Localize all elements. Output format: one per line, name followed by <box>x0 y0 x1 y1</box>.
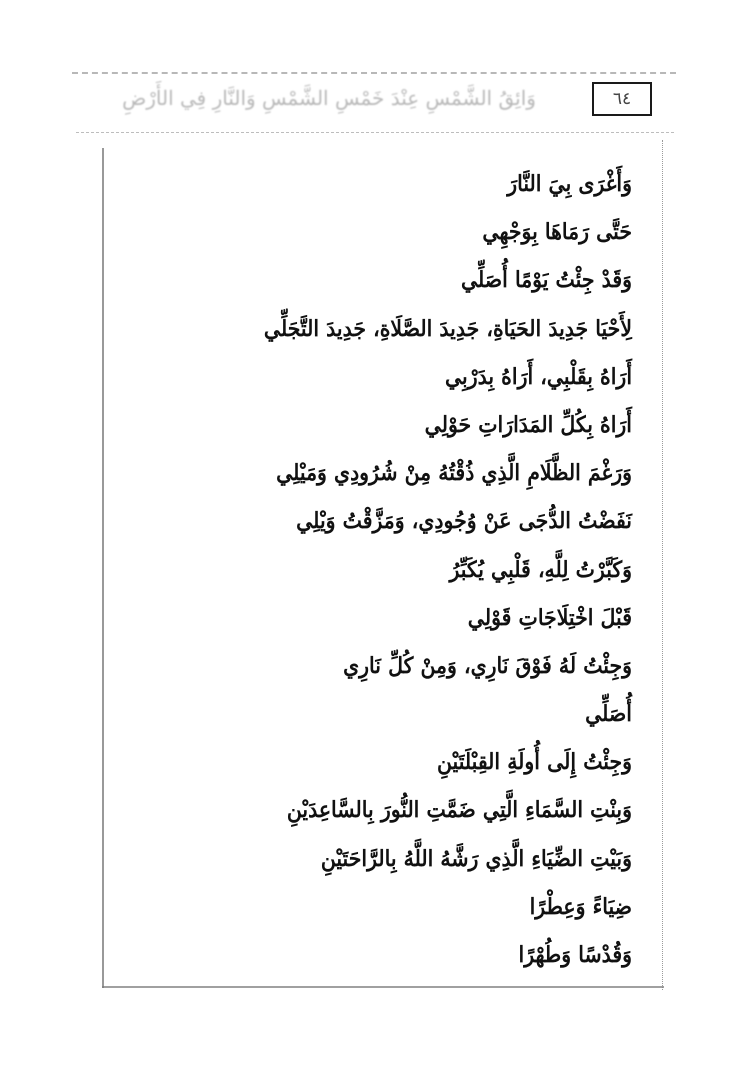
top-border <box>72 72 676 74</box>
verse-line: أَرَاهُ بِكُلِّ المَدَارَاتِ حَوْلِي <box>424 411 632 438</box>
verse-line: حَتَّى رَمَاهَا بِوَجْهِي <box>482 219 632 246</box>
verse-line: وَأَغْرَى بِيَ النَّارَ <box>507 171 632 197</box>
running-title: وَائِقُ الشَّمْسِ عِنْدَ خَمْسِ الشَّمْسِ وَالنَّارِ فِي الأَرْضِ <box>122 86 536 110</box>
verse-line: قَبْلَ اخْتِلَاجَاتِ قَوْلِي <box>467 604 632 631</box>
verse-line: أُصَلِّي <box>585 701 632 728</box>
verse-line: وَرَغْمَ الظَّلَامِ الَّذِي ذُقْتُهُ مِنْ شُرُودِي وَمَيْلِي <box>276 460 632 487</box>
poem-body <box>100 160 632 979</box>
verse-line: وَبَيْتِ الضِّيَاءِ الَّذِي رَشَّهُ اللَّهُ بِالرَّاحَتَيْنِ <box>320 845 632 872</box>
verse-line: أَرَاهُ بِقَلْبِي، أَرَاهُ بِدَرْبِي <box>444 363 632 390</box>
page-number: ٦٤ <box>612 89 632 109</box>
page-number-box <box>592 82 652 116</box>
header-rule <box>76 132 674 133</box>
verse-line: وَقَدْ جِئْتُ يَوْمًا أُصَلِّي <box>460 267 632 294</box>
right-page-edge <box>662 140 663 990</box>
verse-line: وَكَبَّرْتُ لِلَّهِ، قَلْبِي يُكَبِّرُ <box>449 556 632 583</box>
verse-line: وَبِنْتِ السَّمَاءِ الَّتِي ضَمَّتِ النُّورَ بِالسَّاعِدَيْنِ <box>286 797 632 824</box>
verse-line: نَفَضْتُ الدُّجَى عَنْ وُجُودِي، وَمَزَّقْتُ وَيْلِي <box>296 508 632 535</box>
verse-line: لِأَحْيَا جَدِيدَ الحَيَاةِ، جَدِيدَ الصَّلَاةِ، جَدِيدَ التَّجَلِّي <box>263 315 632 342</box>
running-header <box>76 80 582 120</box>
verse-line: ضِيَاءً وَعِطْرًا <box>529 893 632 920</box>
verse-line: وَقُدْسًا وَطُهْرًا <box>518 942 632 968</box>
verse-line: وَجِئْتُ إِلَى أُولَةِ القِبْلَتَيْنِ <box>436 749 632 776</box>
verse-line: وَجِئْتُ لَهُ فَوْقَ نَارِي، وَمِنْ كُلِّ نَارِي <box>343 652 632 679</box>
bottom-page-edge <box>102 986 664 988</box>
